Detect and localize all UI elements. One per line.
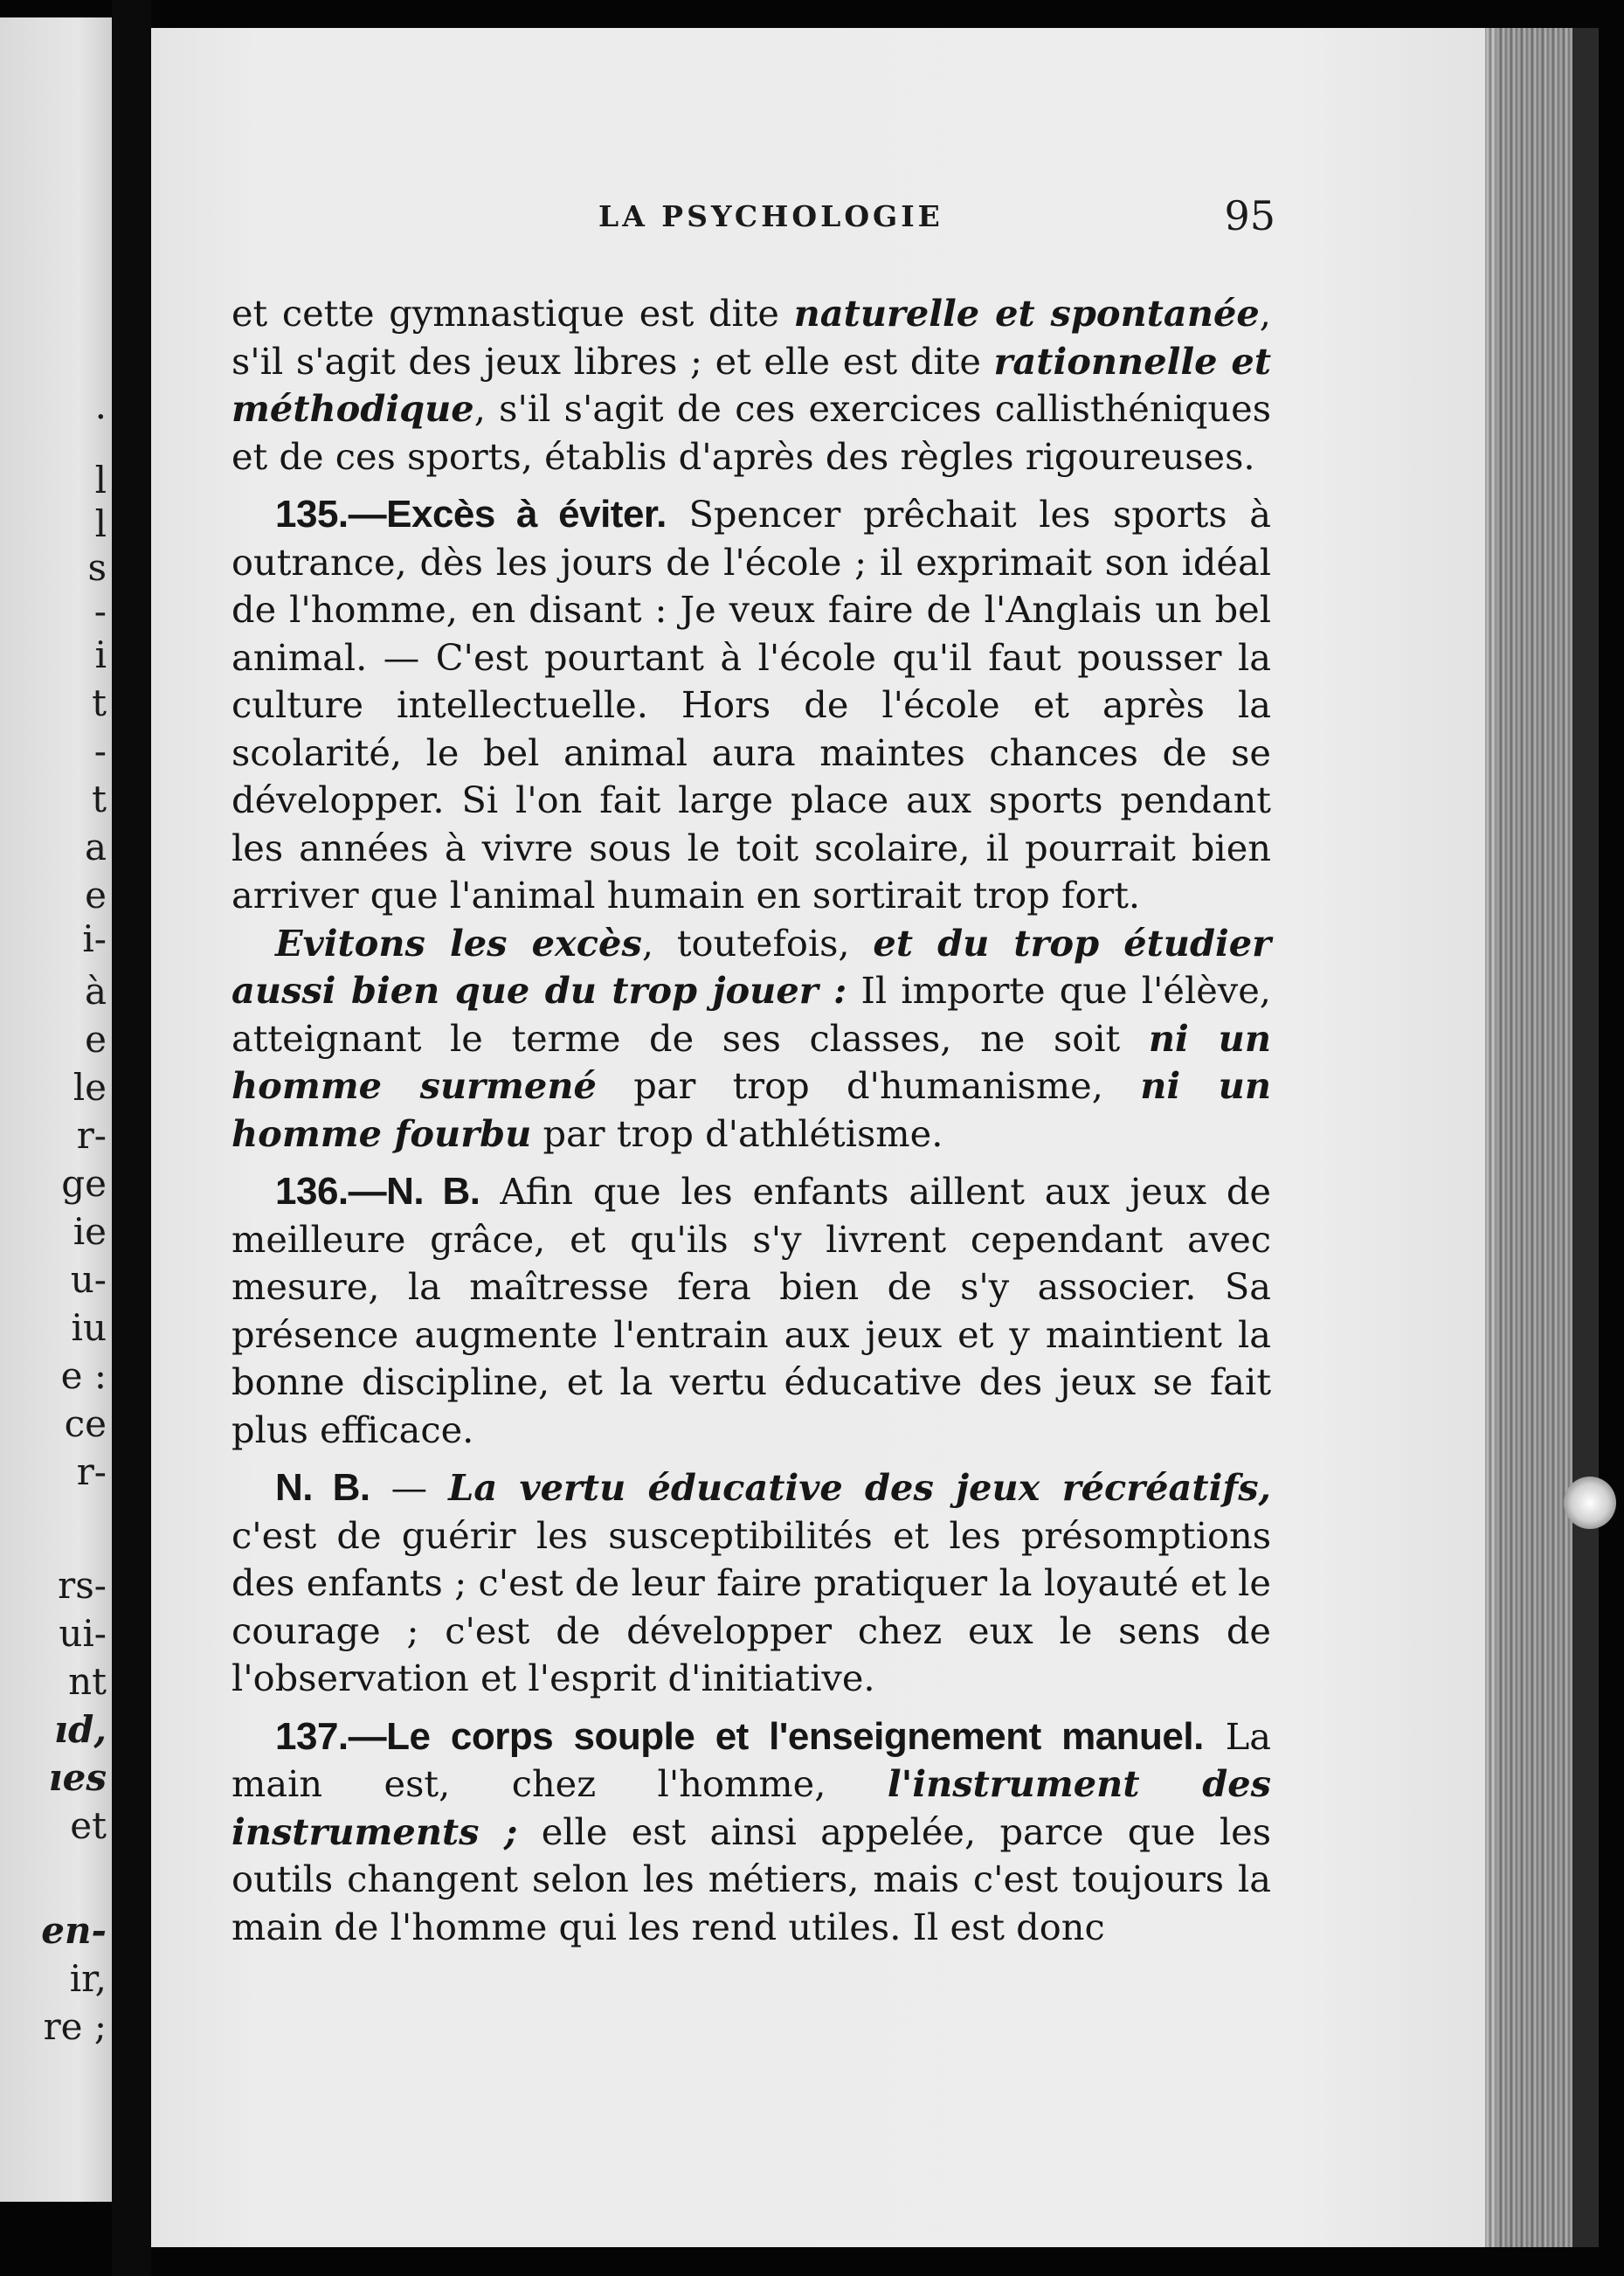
running-head: LA PSYCHOLOGIE: [598, 199, 943, 233]
page-stack-shadow: [1572, 28, 1599, 2247]
previous-page-fragment: -: [93, 730, 107, 772]
previous-page-fragment: ie: [73, 1210, 107, 1253]
section-heading-136: 136.—N. B.: [275, 1170, 480, 1213]
italic-vertu-educative: La vertu éducative des jeux récréatifs,: [448, 1466, 1272, 1509]
text-run: , s'il s'agit des jeux libres ; et elle est dite: [232, 292, 1271, 383]
previous-page-fragment: -: [93, 590, 107, 633]
previous-page-fragment: ıd,: [54, 1708, 107, 1751]
tape-mark: [1564, 1477, 1616, 1529]
section-137-text: elle est ainsi appelée, parce que les outils changent selon les métiers, mais c'est toujours la main de l'homme qui les rend utiles. Il est donc: [232, 1809, 1271, 1948]
previous-page-fragment: le: [73, 1066, 107, 1109]
italic-evitons: Evitons les excès: [275, 921, 642, 965]
previous-page-fragment: i-: [82, 917, 107, 960]
italic-term-naturelle: naturelle et spontanée: [793, 292, 1260, 335]
previous-page-fragment: ir,: [69, 1957, 107, 2000]
note-text: c'est de guérir les susceptibilités et les présomptions des enfants ; c'est de leur faire pratiquer la loyauté et le courage ; c'est de développer chez eux le sens de l'observation et l'esprit d'initiative.: [232, 1513, 1271, 1699]
previous-page-fragment: à: [84, 970, 107, 1013]
text-run: par trop d'athlétisme.: [531, 1111, 943, 1155]
previous-page-fragment: en-: [41, 1909, 107, 1952]
previous-page-fragment: et: [70, 1804, 107, 1847]
previous-page-fragment: i: [94, 633, 107, 676]
previous-page-fragment: iu: [71, 1306, 107, 1349]
previous-page-fragment: nt: [68, 1660, 107, 1703]
previous-page-edge: [0, 17, 112, 2202]
previous-page-fragment: e: [85, 1018, 107, 1061]
text-run: et cette gymnastique est dite: [232, 292, 794, 335]
text-run: , toutefois,: [641, 921, 874, 965]
paragraph-evitons: [232, 920, 1271, 1159]
section-137: [232, 1713, 1271, 1952]
text-run: , s'il s'agit de ces exercices callisthéniques et de ces sports, établis d'après des règles rigoureuses.: [232, 387, 1271, 478]
previous-page-fragment: e: [85, 874, 107, 917]
previous-page-fragment: s: [87, 546, 107, 589]
section-136: [232, 1168, 1271, 1454]
italic-instrument: l'instrument des instruments ;: [232, 1762, 1271, 1853]
previous-page-fragment: ui-: [59, 1612, 107, 1655]
previous-page-fragment: re ;: [43, 2005, 107, 2048]
previous-page-fragment: ıes: [48, 1756, 107, 1799]
italic-surmene: ni un homme surmené: [232, 1016, 1272, 1107]
previous-page-fragment: u-: [70, 1258, 107, 1301]
text-run: par trop d'humanisme,: [596, 1064, 1141, 1107]
page-body: [232, 290, 1271, 1951]
text-run: —: [370, 1466, 449, 1509]
previous-page-fragment: t: [92, 681, 107, 724]
previous-page-fragment: .: [94, 384, 107, 427]
previous-page-fragment: a: [84, 826, 107, 868]
note-heading: N. B.: [275, 1466, 370, 1509]
section-heading-135: 135.—Excès à éviter.: [275, 493, 667, 536]
text-run: Il importe que l'élève, atteignant le terme de ses classes, ne soit: [232, 969, 1271, 1060]
section-136-text: Afin que les enfants aillent aux jeux de meilleure grâce, et qu'ils s'y livrent cependant avec mesure, la maîtresse fera bien de s'y associer. Sa présence augmente l'entrain aux jeux et y maintient la bonne discipline, et la vertu éducative des jeux se fait plus efficace.: [232, 1170, 1271, 1451]
book-gutter: [112, 0, 151, 2276]
previous-page-fragment: ce: [64, 1402, 107, 1445]
paragraph-gymnastique: [232, 290, 1271, 481]
previous-page-fragment: l: [94, 502, 107, 545]
previous-page-fragment: r-: [76, 1114, 107, 1157]
section-135-text: Spencer prêchait les sports à outrance, dès les jours de l'école ; il exprimait son idéal de l'homme, en disant : Je veux faire de l'Anglais un bel animal. — C'est pourtant à l'école qu'il faut pousser la culture intellectuelle. Hors de l'école et après la scolarité, le bel animal aura maintes chances de se développer. Si l'on fait large place aux sports pendant les années à vivre sous le toit scolaire, il pourrait bien arriver que l'animal humain en sortirait trop fort.: [232, 493, 1271, 917]
previous-page-fragment: e :: [60, 1354, 107, 1397]
previous-page-fragment: l: [94, 459, 107, 502]
italic-fourbu: ni un homme fourbu: [232, 1064, 1272, 1155]
page-number: 95: [1224, 192, 1275, 239]
previous-page-fragment: ge: [61, 1162, 107, 1205]
previous-page-fragment: rs-: [58, 1564, 107, 1607]
previous-page-fragment: t: [92, 778, 107, 820]
note-nb: [232, 1464, 1271, 1703]
text-run: La main est, chez l'homme,: [232, 1714, 1271, 1805]
previous-page-fragment: r-: [76, 1450, 107, 1493]
section-135: [232, 491, 1271, 920]
section-heading-137: 137.—Le corps souple et l'enseignement manuel.: [275, 1714, 1204, 1758]
italic-trop-etudier: et du trop étudier aussi bien que du trop jouer :: [232, 921, 1271, 1012]
page-stack-edges: [1485, 28, 1581, 2247]
page-header: [236, 192, 1275, 252]
italic-term-rationnelle: rationnelle et méthodique: [232, 339, 1271, 430]
